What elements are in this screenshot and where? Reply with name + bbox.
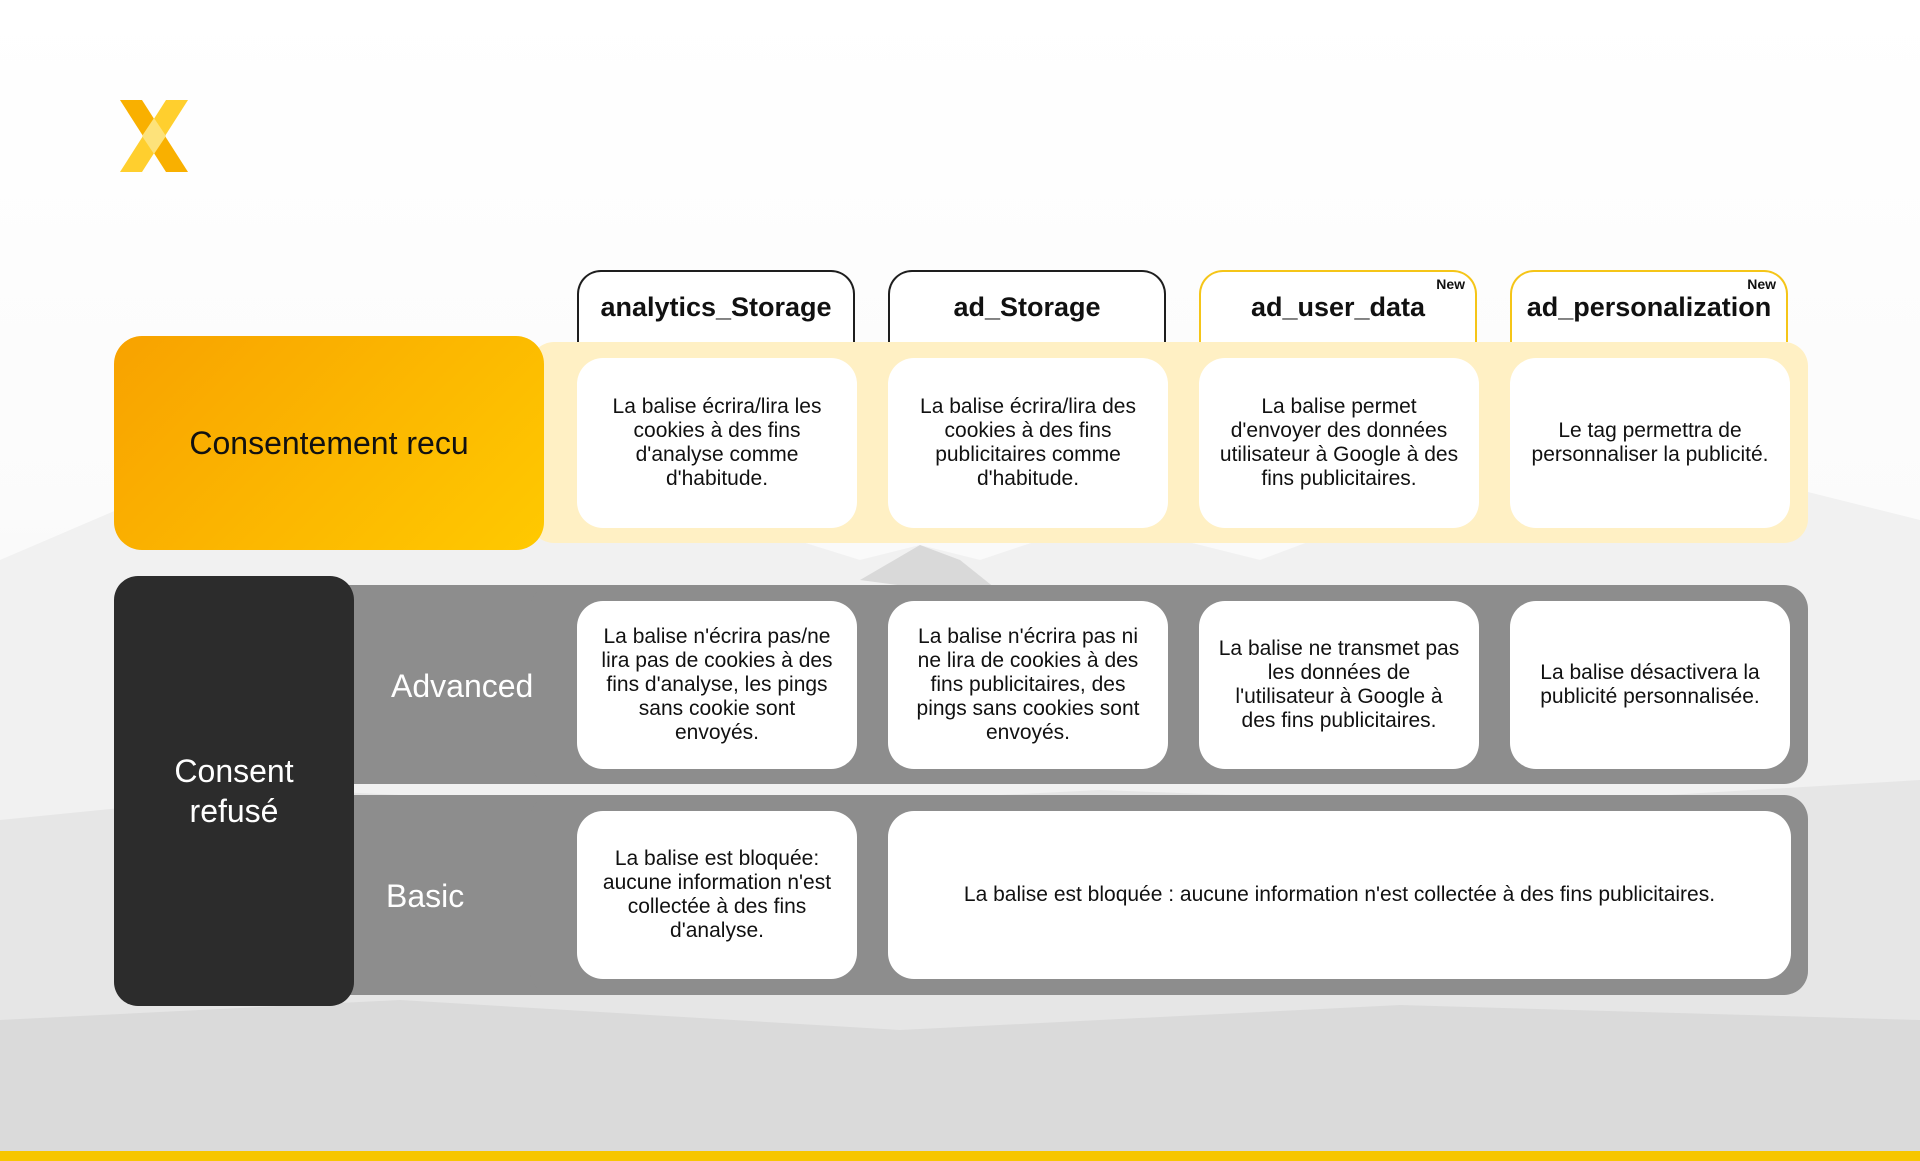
cell-received-analytics-storage: [577, 358, 857, 528]
x-logo-icon: [116, 96, 192, 176]
cell-basic-ads: [888, 811, 1791, 979]
bottom-accent-bar: [0, 1151, 1920, 1161]
column-header-ad-personalization: [1510, 270, 1788, 342]
label-consent-received-text: Consentement recu: [189, 424, 469, 461]
cell-advanced-ad-personalization: [1510, 601, 1790, 769]
cell-basic-analytics-storage: [577, 811, 857, 979]
cell-text: Le tag permettra de personnaliser la publicité.: [1531, 419, 1769, 466]
cell-text: La balise n'écrira pas ni ne lira de cookies à des fins publicitaires, des pings sans cookies sont envoyés.: [916, 625, 1140, 744]
cell-received-ad-user-data: [1199, 358, 1479, 528]
label-consent-received: [114, 336, 544, 550]
cell-text: La balise permet d'envoyer des données utilisateur à Google à des fins publicitaires.: [1219, 395, 1459, 490]
cell-advanced-analytics-storage: [577, 601, 857, 769]
cell-received-ad-personalization: [1510, 358, 1790, 528]
cell-text: La balise ne transmet pas les données de l'utilisateur à Google à des fins publicitaires.: [1218, 637, 1460, 732]
column-title: ad_personalization: [1526, 291, 1772, 322]
cell-received-ad-storage: [888, 358, 1168, 528]
cell-text: La balise écrira/lira les cookies à des fins d'analyse comme d'habitude.: [612, 395, 822, 490]
column-header-ad-storage: [888, 270, 1166, 342]
cell-text: La balise désactivera la publicité personnalisée.: [1540, 661, 1760, 708]
label-consent-refused: [114, 576, 354, 1006]
column-title: analytics_Storage: [600, 291, 832, 322]
cell-text: La balise est bloquée: aucune information n'est collectée à des fins d'analyse.: [602, 847, 832, 942]
column-header-analytics-storage: [577, 270, 855, 342]
new-badge: New: [1436, 276, 1465, 292]
label-consent-refused-text: Consent refusé: [174, 753, 294, 829]
cell-text: La balise est bloquée : aucune information n'est collectée à des fins publicitaires.: [963, 883, 1716, 906]
column-header-ad-user-data: [1199, 270, 1477, 342]
label-advanced: Advanced: [391, 668, 534, 704]
new-badge: New: [1747, 276, 1776, 292]
cell-advanced-ad-storage: [888, 601, 1168, 769]
column-title: ad_Storage: [953, 291, 1101, 322]
cell-advanced-ad-user-data: [1199, 601, 1479, 769]
column-title: ad_user_data: [1250, 291, 1426, 322]
cell-text: La balise écrira/lira des cookies à des fins publicitaires comme d'habitude.: [920, 395, 1136, 490]
cell-text: La balise n'écrira pas/ne lira pas de cookies à des fins d'analyse, les pings sans cookie sont envoyés.: [601, 625, 833, 744]
label-basic: Basic: [386, 878, 465, 914]
